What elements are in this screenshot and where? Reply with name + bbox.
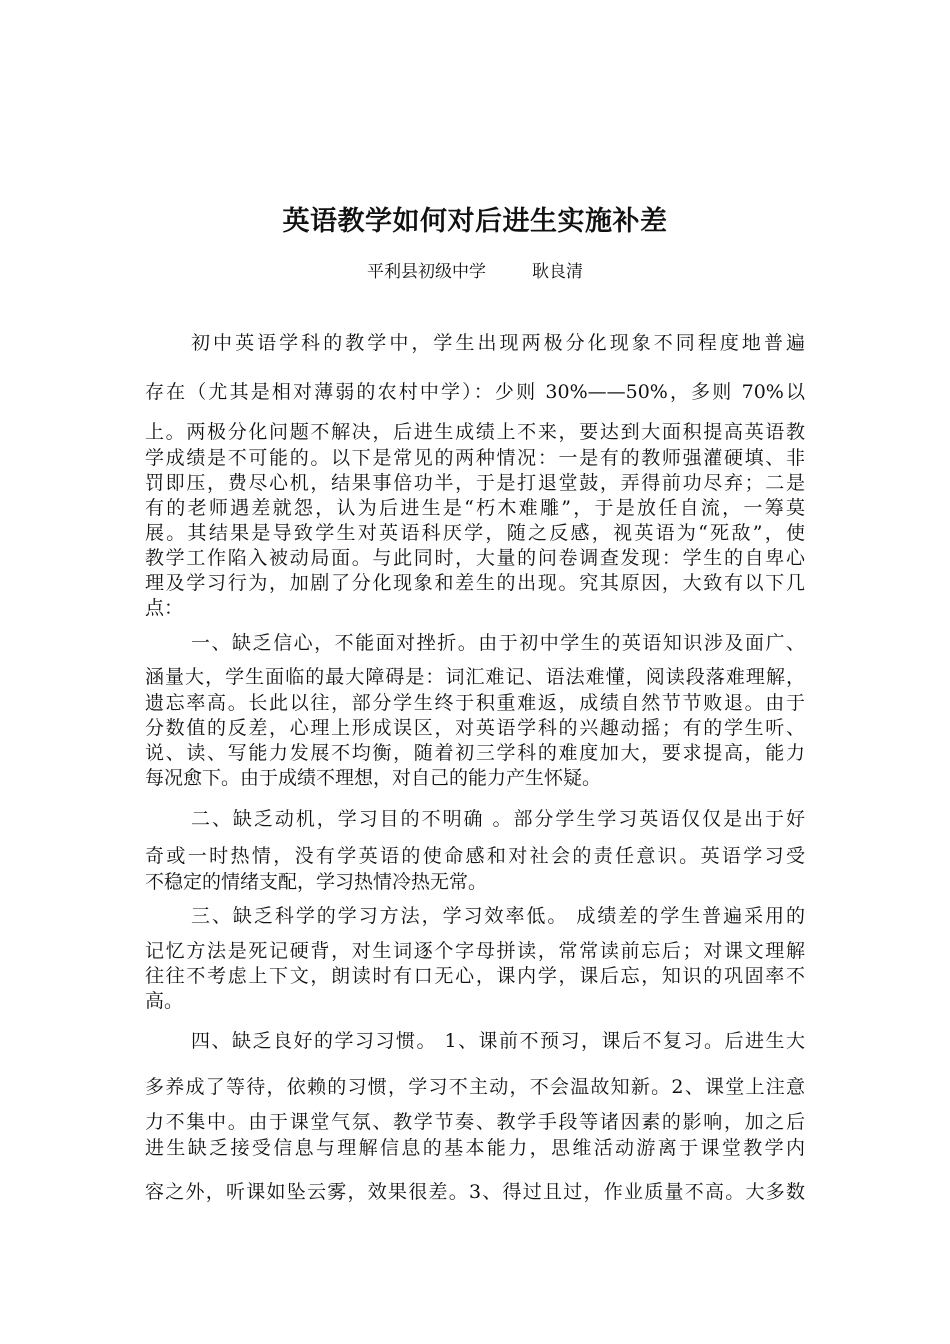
text-line: 点： [145, 597, 184, 619]
text-line: 存在（尤其是相对薄弱的农村中学）：少则 30%——50%，多则 70%以 [145, 381, 805, 403]
text-line: 容之外，听课如坠云雾，效果很差。3、得过且过，作业质量不高。大多数 [145, 1181, 805, 1203]
text-line: 说、读、写能力发展不均衡，随着初三学科的难度加大，要求提高，能力 [145, 742, 805, 764]
text-line: 进生缺乏接受信息与理解信息的基本能力，思维活动游离于课堂教学内 [145, 1137, 805, 1159]
text-line: 奇或一时热情，没有学英语的使命感和对社会的责任意识。英语学习受 [145, 845, 805, 867]
section-heading-line: 三、缺乏科学的学习方法，学习效率低。 成绩差的学生普遍采用的 [191, 905, 805, 927]
author-line [0, 260, 950, 284]
text-line: 涵量大，学生面临的最大障碍是：词汇难记、语法难懂，阅读段落难理解， [145, 666, 805, 688]
text-line: 罚即压，费尽心机，结果事倍功半，于是打退堂鼓，弄得前功尽弃；二是 [145, 472, 805, 494]
text-line: 上。两极分化问题不解决，后进生成绩上不来，要达到大面积提高英语教 [145, 421, 805, 443]
section-heading-line: 二、缺乏动机，学习目的不明确 。部分学生学习英语仅仅是出于好 [191, 808, 805, 830]
text-line: 学成绩是不可能的。以下是常见的两种情况：一是有的教师强灌硬填、非 [145, 447, 805, 469]
text-line: 有的老师遇差就怨，认为后进生是“朽木难雕”，于是放任自流，一筹莫 [145, 497, 805, 519]
text-line: 往往不考虑上下文，朗读时有口无心，课内学，课后忘，知识的巩固率不 [145, 965, 805, 987]
text-line: 分数值的反差，心理上形成误区，对英语学科的兴趣动摇；有的学生听、 [145, 717, 805, 739]
author-name: 耿良清 [532, 262, 583, 282]
text-line: 遗忘率高。长此以往，部分学生终于积重难返，成绩自然节节败退。由于 [145, 692, 805, 714]
text-line: 初中英语学科的教学中，学生出现两极分化现象不同程度地普遍 [191, 332, 805, 354]
text-line: 教学工作陷入被动局面。与此同时，大量的问卷调查发现：学生的自卑心 [145, 547, 805, 569]
author-school: 平利县初级中学 [367, 262, 486, 282]
text-line: 不稳定的情绪支配，学习热情冷热无常。 [145, 871, 488, 893]
text-line: 展。其结果是导致学生对英语科厌学，随之反感，视英语为“死敌”，使 [145, 522, 805, 544]
document-title: 英语教学如何对后进生实施补差 [282, 206, 668, 237]
section-heading-line: 四、缺乏良好的学习习惯。 1、课前不预习，课后不复习。后进生大 [191, 1030, 805, 1052]
text-line: 力不集中。由于课堂气氛、教学节奏、教学手段等诸因素的影响，加之后 [145, 1111, 805, 1133]
text-line: 多养成了等待，依赖的习惯，学习不主动，不会温故知新。2、课堂上注意 [145, 1076, 805, 1098]
section-heading-line: 一、缺乏信心，不能面对挫折。由于初中学生的英语知识涉及面广、 [191, 632, 805, 654]
text-line: 记忆方法是死记硬背，对生词逐个字母拼读，常常读前忘后；对课文理解 [145, 940, 805, 962]
text-line: 理及学习行为，加剧了分化现象和差生的出现。究其原因，大致有以下几 [145, 572, 805, 594]
text-line: 每况愈下。由于成绩不理想，对自己的能力产生怀疑。 [145, 767, 602, 789]
text-line: 高。 [145, 990, 184, 1012]
